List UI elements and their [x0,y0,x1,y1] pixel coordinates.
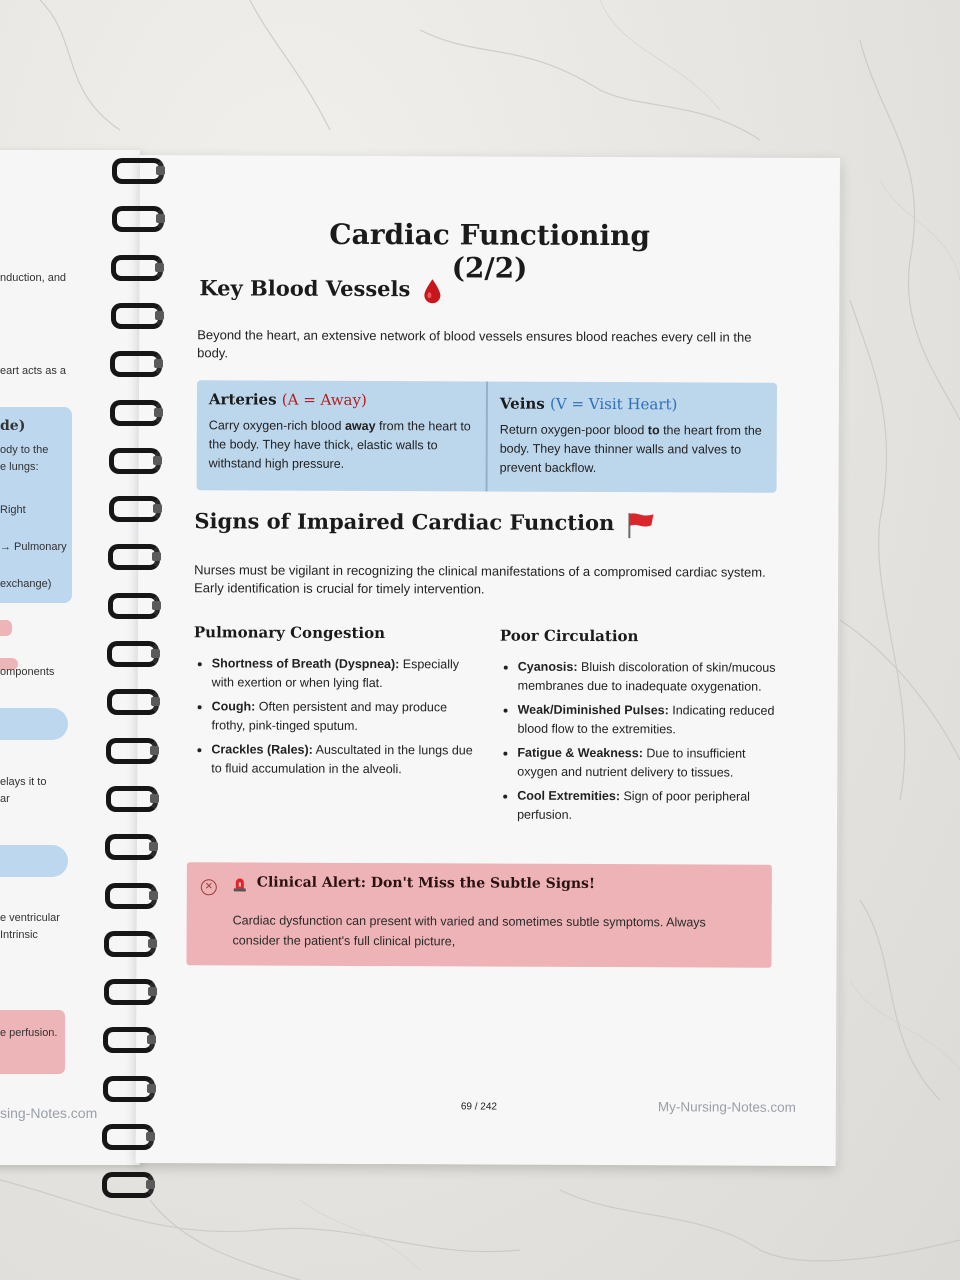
left-page-text: → Pulmonary [0,541,67,553]
symptom-term: Weak/Diminished Pulses: [517,702,669,718]
arteries-name: Arteries [208,390,277,409]
veins-desc-text: the heart from the body. They have thinner walls and valves to prevent backflow. [499,423,762,475]
vessel-comparison-box [197,380,777,493]
binding-coil [108,544,164,572]
binding-coil [105,883,161,911]
symptom-item [212,654,482,693]
pulmonary-congestion-title: Pulmonary Congestion [193,623,386,643]
page-title: Cardiac Functioning (2/2) [329,217,651,285]
binding-hole [150,794,159,803]
arteries-desc-bold: away [344,418,376,434]
binding-coil [111,303,167,331]
binding-hole [155,263,164,272]
binding-hole [153,456,162,465]
binding-coil [106,786,162,814]
symptom-description: Indicating reduced blood flow to the extremities. [517,703,775,737]
binding-coil [105,834,161,862]
symptom-item [211,697,481,736]
poor-circulation-title: Poor Circulation [499,626,639,646]
clinical-alert-text: Cardiac dysfunction can present with varied and sometimes subtle symptoms. Always consider the patient's full clinical picture, [232,913,706,949]
binding-coil [110,400,166,428]
symptom-description: Auscultated in the lungs due to fluid accumulation in the alveoli. [211,742,473,777]
binding-hole [156,214,165,223]
left-page-text: e ventricular [0,912,60,924]
binding-hole [147,1035,156,1044]
symptom-term: Fatigue & Weakness: [517,745,643,761]
symptom-term: Shortness of Breath (Dyspnea): [211,656,400,672]
symptom-description: Often persistent and may produce frothy, pink-tinged sputum. [211,699,448,733]
binding-hole [150,746,159,755]
binding-hole [154,408,163,417]
left-page-text: exchange) [0,578,52,590]
arteries-desc-text: Carry oxygen-rich blood [208,418,346,433]
binding-coil [106,738,162,766]
binding-hole [151,649,160,658]
left-page-text: ar [0,793,10,805]
right-page [136,155,840,1166]
symptom-term: Cyanosis: [517,659,578,674]
left-page-pink-tag [0,620,12,636]
binding-coil [107,689,163,717]
left-page-pink-box [0,1010,65,1074]
binding-coil [104,979,160,1007]
binding-coil [102,1124,158,1152]
arteries-mnemonic: (A = Away) [281,390,367,409]
veins-name: Veins [499,394,545,413]
left-page-text: e lungs: [0,461,39,473]
left-page-text: ody to the [0,444,49,456]
blood-drop-icon [424,278,442,304]
veins-desc-text: Return oxygen-poor blood [499,422,648,438]
binding-coil [109,448,165,476]
left-page-text: nduction, and [0,272,67,284]
symptom-item [518,658,788,697]
clinical-alert-box [186,862,771,968]
binding-hole [153,504,162,513]
left-page-text: e perfusion. [0,1027,58,1039]
binding-hole [146,1180,155,1189]
symptom-description: Bluish discoloration of skin/mucous membranes due to inadequate oxygenation. [517,659,776,694]
binding-hole [155,311,164,320]
left-page-text: elays it to [0,776,47,788]
veins-title [500,395,765,414]
symptom-item [517,701,787,740]
binding-coil [102,1172,158,1200]
key-blood-vessels-title: Key Blood Vessels [199,275,411,302]
close-circle-icon: ✕ [201,879,217,895]
symptom-item [211,740,481,779]
site-footer: My-Nursing-Notes.com [657,1099,796,1115]
binding-hole [154,359,163,368]
binding-coil [107,641,163,669]
impaired-function-title: Signs of Impaired Cardiac Function [194,508,615,536]
binding-coil [104,931,160,959]
veins-desc-bold: to [647,423,660,438]
poor-circulation-list [499,658,788,831]
binding-hole [149,891,158,900]
clinical-alert-title: Clinical Alert: Don't Miss the Subtle Signs! [256,874,596,892]
binding-hole [152,601,161,610]
symptom-description: Due to insufficient oxygen and nutrient delivery to tissues. [517,746,746,780]
left-page-text: omponents [0,666,55,678]
symptom-description: Especially with exertion or when lying flat. [211,657,460,691]
left-page-text: Right [0,504,26,516]
key-blood-vessels-heading [199,275,441,304]
binding-hole [146,1132,155,1141]
left-page-text: Intrinsic [0,929,38,941]
binding-coil [112,206,168,234]
veins-column [486,382,777,493]
impaired-function-heading [194,508,655,539]
veins-description [500,421,765,479]
left-page-blue-pill [0,845,68,877]
left-page-text: de) [0,418,26,434]
arteries-column [197,380,486,491]
left-page-text: eart acts as a [0,365,67,377]
binding-coil [111,255,167,283]
binding-hole [148,987,157,996]
binding-coil [103,1027,159,1055]
binding-hole [149,842,158,851]
binding-hole [147,1084,156,1093]
symptom-item [517,787,787,826]
signs-intro: Nurses must be vigilant in recognizing the clinical manifestations of a compromised cardiac system. Early identification is crucial for timely intervention. [194,562,766,597]
symptom-description: Sign of poor peripheral perfusion. [517,789,751,822]
vessels-intro: Beyond the heart, an extensive network of blood vessels ensures blood reaches every cell in the body. [197,327,752,361]
arteries-desc-text: from the heart to the body. They have thick, elastic walls to withstand high pressure. [208,419,471,471]
veins-mnemonic: (V = Visit Heart) [549,394,678,414]
binding-coil [110,351,166,379]
arteries-title [209,390,474,409]
binding-hole [156,166,165,175]
binding-coil [112,158,168,186]
binding-hole [148,939,157,948]
binding-coil [108,593,164,621]
pulmonary-congestion-list [193,654,482,784]
siren-icon [233,876,247,892]
binding-coil [103,1076,159,1104]
left-page-footer: sing-Notes.com [0,1105,98,1121]
arteries-description [209,416,474,474]
page-number: 69 / 242 [460,1101,498,1113]
binding-coil [109,496,165,524]
binding-hole [152,552,161,561]
symptom-item [517,744,787,783]
binding-hole [151,697,160,706]
symptom-term: Cool Extremities: [517,788,621,804]
symptom-term: Crackles (Rales): [211,742,313,757]
red-flag-icon [626,511,656,539]
left-page-blue-pill [0,708,68,740]
symptom-term: Cough: [211,699,256,714]
